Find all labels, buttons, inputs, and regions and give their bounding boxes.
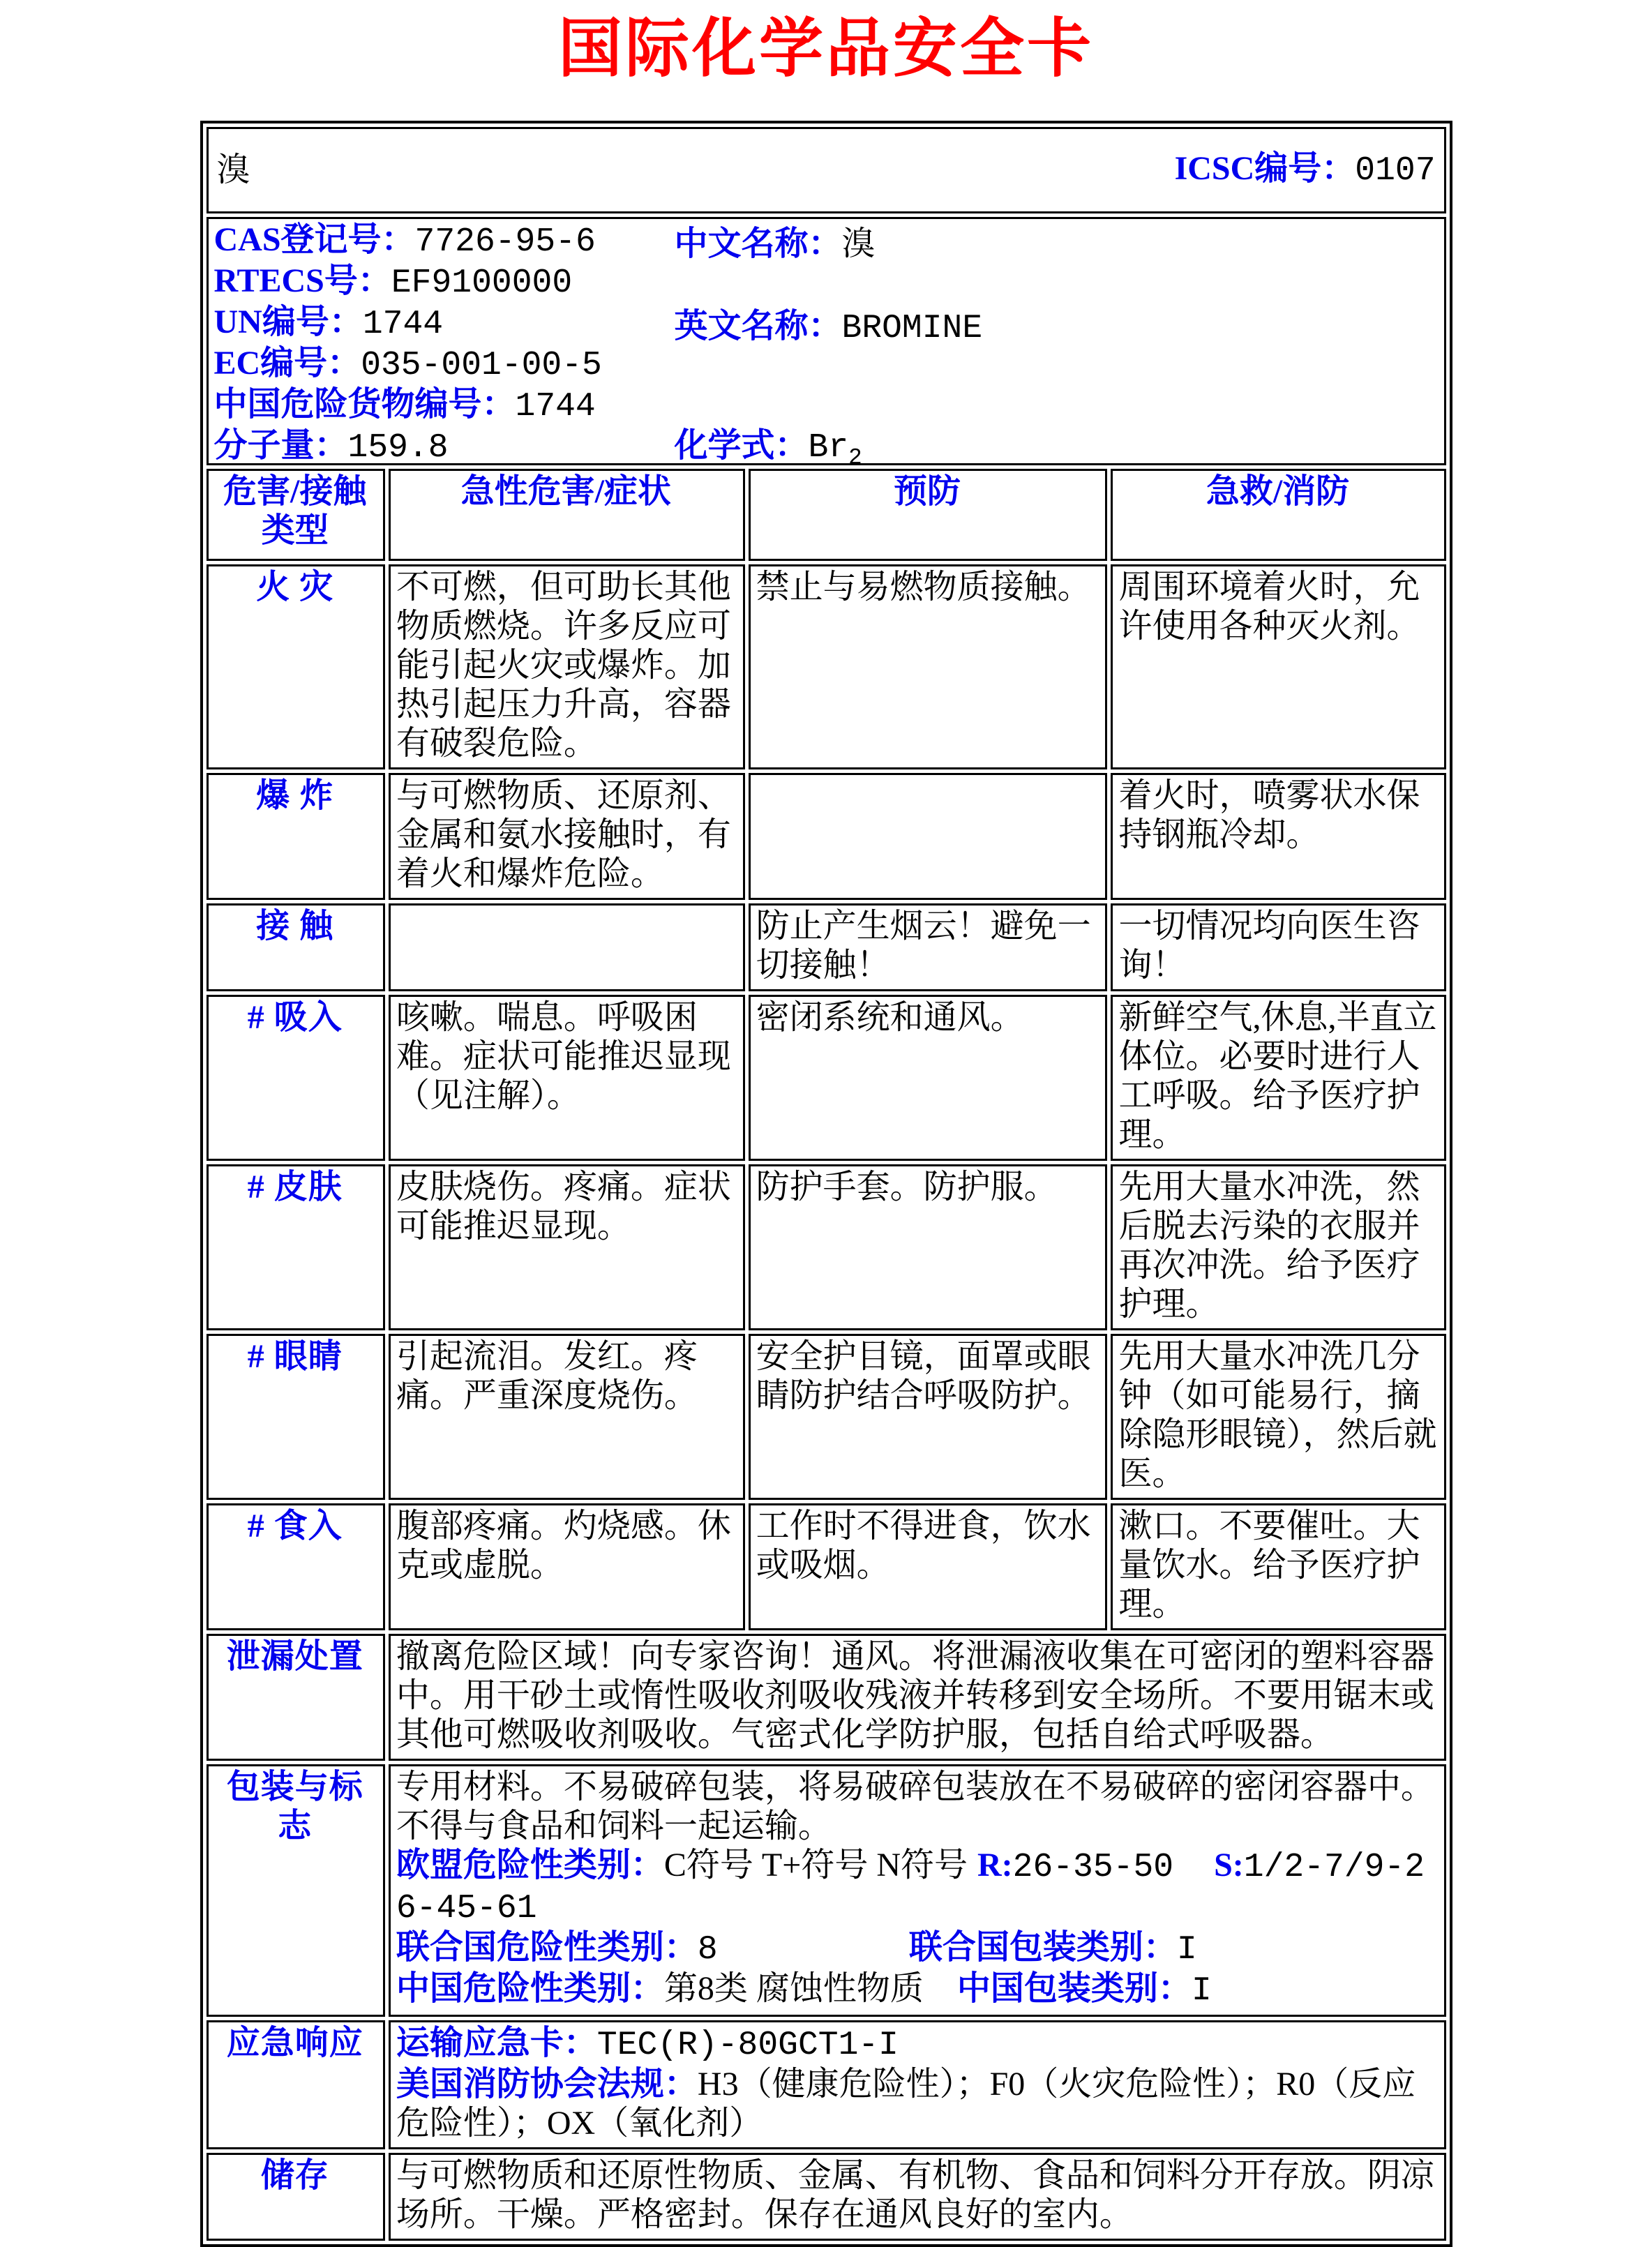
- eyes-hazard-label: # 眼睛: [206, 1334, 385, 1500]
- s-phrases-value: 1/2-7/9-26-45-61: [396, 1848, 1425, 1927]
- cn-packing-group-value: I: [1191, 1971, 1212, 2010]
- un-number-label: UN编号：: [213, 303, 363, 340]
- cas-number-line: [214, 220, 675, 262]
- skin-firstaid-cell: 先用大量水冲洗，然后脱去污染的衣服并再次冲洗。给予医疗护理。: [1111, 1164, 1446, 1330]
- un-packing-group-label: 联合国包装类别：: [908, 1928, 1177, 1966]
- rtecs-number-value: EF9100000: [391, 264, 573, 302]
- row-explosion: [206, 773, 1446, 900]
- row-skin: [206, 1164, 1446, 1330]
- rtecs-number-label: RTECS号：: [213, 262, 391, 299]
- formula-subscript: 2: [848, 444, 862, 465]
- inhalation-hazard-label: # 吸入: [206, 995, 385, 1161]
- ingestion-symptoms-cell: 腹部疼痛。灼烧感。休克或虚脱。: [389, 1503, 745, 1630]
- eu-classification-line: [396, 1846, 1437, 1928]
- skin-prevention-cell: 防护手套。防护服。: [749, 1164, 1108, 1330]
- english-name-line: [675, 307, 983, 348]
- s-phrases-label: S:: [1214, 1846, 1244, 1884]
- identification-row: [206, 217, 1446, 465]
- contact-prevention-cell: 防止产生烟云！避免一切接触！: [749, 903, 1108, 991]
- cas-number-value: 7726-95-6: [414, 223, 596, 261]
- contact-symptoms-cell: [389, 903, 745, 991]
- un-number-value: 1744: [362, 305, 444, 343]
- formula-base: Br: [808, 428, 849, 465]
- header-acute-symptoms: 急性危害/症状: [389, 469, 745, 561]
- un-hazard-class-pair: [396, 1928, 909, 1969]
- ec-number-line: [214, 344, 675, 385]
- row-emergency-response: [206, 2020, 1446, 2149]
- un-packing-group-pair: [908, 1928, 1197, 1969]
- eyes-symptoms-cell: 引起流泪。发红。疼痛。严重深度烧伤。: [389, 1334, 745, 1500]
- packaging-intro: 专用材料。不易破碎包装，将易破碎包装放在不易破碎的密闭容器中。不得与食品和饲料一起运输。: [396, 1768, 1434, 1844]
- header-prevention: 预防: [749, 469, 1108, 561]
- ingestion-firstaid-cell: 漱口。不要催吐。大量饮水。给予医疗护理。: [1111, 1503, 1446, 1630]
- identifier-list: [213, 220, 675, 465]
- un-number-line: [214, 303, 675, 344]
- ec-number-label: EC编号：: [213, 344, 361, 382]
- header-firstaid-firefighting: 急救/消防: [1111, 469, 1446, 561]
- contact-hazard-label: 接 触: [206, 903, 385, 991]
- un-hazard-class-value: 8: [697, 1930, 718, 1969]
- storage-label: 储存: [206, 2153, 385, 2241]
- explosion-firstaid-cell: 着火时，喷雾状水保持钢瓶冷却。: [1111, 773, 1446, 900]
- fire-prevention-cell: 禁止与易燃物质接触。: [749, 564, 1108, 769]
- row-eyes: [206, 1334, 1446, 1500]
- contact-firstaid-cell: 一切情况均向医生咨询！: [1111, 903, 1446, 991]
- ingestion-prevention-cell: 工作时不得进食，饮水或吸烟。: [749, 1503, 1108, 1630]
- nfpa-label: 美国消防协会法规：: [396, 2065, 698, 2103]
- cn-hazard-class-value: 第8类 腐蚀性物质: [663, 1969, 924, 2007]
- cn-classification-line: [396, 1969, 1437, 2011]
- china-dg-number-line: [214, 385, 675, 426]
- emergency-response-label: 应急响应: [206, 2020, 385, 2149]
- tec-line: [396, 2024, 1437, 2065]
- r-phrases-value: 26-35-50: [1012, 1848, 1174, 1886]
- storage-cell: 与可燃物质和还原性物质、金属、有机物、食品和饲料分开存放。阴凉场所。干燥。严格密封。保存在通风良好的室内。: [389, 2153, 1446, 2241]
- explosion-symptoms-cell: 与可燃物质、还原剂、金属和氨水接触时，有着火和爆炸危险。: [389, 773, 745, 900]
- icsc-number: [1175, 149, 1436, 190]
- card-header-row: [206, 127, 1446, 213]
- molecular-weight-label: 分子量：: [213, 426, 348, 464]
- icsc-card-table: [200, 121, 1452, 2247]
- inhalation-prevention-cell: 密闭系统和通风。: [749, 995, 1108, 1161]
- tec-label: 运输应急卡：: [396, 2024, 597, 2061]
- fire-symptoms-cell: 不可燃，但可助长其他物质燃烧。许多反应可能引起火灾或爆炸。加热引起压力升高，容器有破裂危险。: [389, 564, 745, 769]
- chinese-name-line: [675, 225, 983, 264]
- substance-name: 溴: [216, 151, 250, 188]
- china-dg-number-label: 中国危险货物编号：: [213, 385, 516, 423]
- eyes-firstaid-cell: 先用大量水冲洗几分钟（如可能易行，摘除隐形眼镜），然后就医。: [1111, 1334, 1446, 1500]
- explosion-prevention-cell: [749, 773, 1108, 900]
- explosion-hazard-label: 爆 炸: [206, 773, 385, 900]
- english-name-label: 英文名称：: [674, 307, 842, 345]
- eyes-prevention-cell: 安全护目镜，面罩或眼睛防护结合呼吸防护。: [749, 1334, 1108, 1500]
- row-ingestion: [206, 1503, 1446, 1630]
- inhalation-firstaid-cell: 新鲜空气,休息,半直立体位。必要时进行人工呼吸。给予医疗护理。: [1111, 995, 1446, 1161]
- name-formula-block: [675, 225, 983, 465]
- formula-label: 化学式：: [674, 426, 809, 464]
- spillage-disposal-label: 泄漏处置: [206, 1634, 385, 1761]
- row-inhalation: [206, 995, 1446, 1161]
- molecular-weight-line: [214, 426, 675, 465]
- rtecs-number-line: [214, 262, 675, 303]
- nfpa-line: [396, 2065, 1437, 2143]
- r-phrases-label: R:: [977, 1846, 1013, 1884]
- skin-hazard-label: # 皮肤: [206, 1164, 385, 1330]
- spillage-disposal-cell: 撤离危险区域！向专家咨询！通风。将泄漏液收集在可密闭的塑料容器中。用干砂土或惰性吸收剂吸收残液并转移到安全场所。不要用锯末或其他可燃吸收剂吸收。气密式化学防护服，包括自给式呼吸器。: [389, 1634, 1446, 1761]
- row-spillage-disposal: [206, 1634, 1446, 1761]
- eu-classification-symbols: C符号 T+符号 N符号: [663, 1846, 968, 1884]
- skin-symptoms-cell: 皮肤烧伤。疼痛。症状可能推迟显现。: [389, 1164, 745, 1330]
- identification-cell: [206, 217, 1446, 465]
- emergency-response-cell: [389, 2020, 1446, 2149]
- packaging-labelling-label: 包装与标志: [206, 1764, 385, 2017]
- formula-line: [675, 426, 983, 465]
- fire-hazard-label: 火 灾: [206, 564, 385, 769]
- formula-value: [809, 429, 862, 465]
- molecular-weight-value: 159.8: [347, 428, 449, 465]
- hazard-table-header-row: [206, 469, 1446, 561]
- ingestion-hazard-label: # 食入: [206, 1503, 385, 1630]
- chinese-name-value: 溴: [841, 225, 876, 262]
- icsc-number-label: ICSC编号：: [1174, 150, 1356, 188]
- inhalation-symptoms-cell: 咳嗽。喘息。呼吸困难。症状可能推迟显现（见注解）。: [389, 995, 745, 1161]
- packaging-labelling-cell: [389, 1764, 1446, 2017]
- header-hazard-type: 危害/接触类型: [206, 469, 385, 561]
- row-contact: [206, 903, 1446, 991]
- card-header-cell: [206, 127, 1446, 213]
- english-name-value: BROMINE: [841, 309, 983, 347]
- chinese-name-label: 中文名称：: [674, 225, 842, 262]
- fire-firstaid-cell: 周围环境着火时，允许使用各种灭火剂。: [1111, 564, 1446, 769]
- row-storage: [206, 2153, 1446, 2241]
- un-classification-line: [396, 1928, 1437, 1969]
- nfpa-value: H3（健康危险性）；F0（火灾危险性）；R0（反应危险性）；OX（氧化剂）: [396, 2065, 1416, 2142]
- page-title: 国际化学品安全卡: [557, 13, 1094, 84]
- eu-classification-label: 欧盟危险性类别：: [396, 1846, 664, 1884]
- un-hazard-class-label: 联合国危险性类别：: [396, 1928, 698, 1966]
- row-packaging-labelling: [206, 1764, 1446, 2017]
- cn-hazard-class-pair: [396, 1969, 924, 2008]
- icsc-number-value: 0107: [1355, 152, 1436, 190]
- cn-packing-group-pair: [956, 1969, 1212, 2010]
- cn-hazard-class-label: 中国危险性类别：: [396, 1969, 664, 2007]
- cn-packing-group-label: 中国包装类别：: [956, 1969, 1192, 2007]
- tec-value: TEC(R)-80GCT1-I: [596, 2026, 899, 2064]
- ec-number-value: 035-001-00-5: [361, 346, 602, 384]
- cas-number-label: CAS登记号：: [213, 220, 415, 258]
- china-dg-number-value: 1744: [515, 387, 596, 426]
- icsc-page: [0, 15, 1652, 2239]
- un-packing-group-value: I: [1176, 1930, 1197, 1969]
- row-fire: [206, 564, 1446, 769]
